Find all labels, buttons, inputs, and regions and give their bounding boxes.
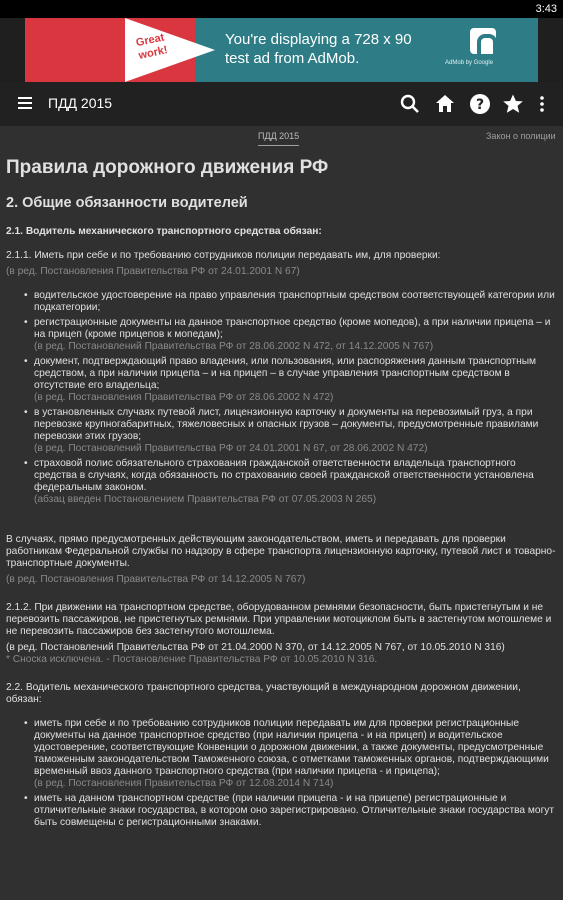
footnote: * Сноска исключена. - Постановление Правительства РФ от 10.05.2010 N 316. bbox=[6, 654, 378, 665]
list-item-text: • документ, подтверждающий право владения, или пользования, или распоряжения данным транспортным средством, а при наличии прицепа – и на прицеп – в случае управления транспортным средством в отсутствие его владельца; bbox=[34, 356, 537, 391]
document-list-2 bbox=[6, 718, 557, 829]
list-item-text: • иметь на данном транспортном средстве (при наличии прицепа - и на прицепе) регистрационные и отличительные знаки государства, в котором оно зарегистрировано. Отличительные знаки государства могут быть совмещены с регистрационными знаками. bbox=[34, 793, 555, 828]
document-content[interactable] bbox=[0, 150, 563, 900]
tab-pdd[interactable]: ПДД 2015 bbox=[258, 131, 299, 146]
section-title: 2. Общие обязанности водителей bbox=[6, 195, 248, 211]
list-item bbox=[34, 718, 557, 790]
edition-note: (в ред. Постановления Правительства РФ от 12.08.2014 N 714) bbox=[34, 778, 334, 789]
app-toolbar bbox=[0, 82, 563, 126]
ad-caption: AdMob by Google bbox=[445, 60, 494, 66]
paragraph-2-1: 2.1. Водитель механического транспортного средства обязан: bbox=[6, 226, 322, 237]
search-icon[interactable] bbox=[398, 92, 422, 116]
svg-text:?: ? bbox=[475, 97, 485, 113]
admob-logo-icon bbox=[470, 28, 496, 54]
list-item bbox=[34, 356, 557, 404]
list-item bbox=[34, 793, 557, 829]
tab-police-law[interactable]: Закон о полиции bbox=[486, 131, 556, 141]
list-item-text: • страховой полис обязательного страхования гражданской ответственности владельца транспортного средства в случаях, когда обязанность по страхованию своей гражданской ответственности установлена федеральным законом. bbox=[34, 458, 534, 493]
edition-note: (в ред. Постановления Правительства РФ от 28.06.2002 N 472) bbox=[34, 392, 334, 403]
list-item bbox=[34, 290, 557, 314]
edition-note: (абзац введен Постановлением Правительства РФ от 07.05.2003 N 265) bbox=[34, 494, 377, 505]
list-item bbox=[34, 458, 557, 506]
list-item bbox=[34, 317, 557, 353]
edition-note: (в ред. Постановлений Правительства РФ от 21.04.2000 N 370, от 14.12.2005 N 767, от 10.05.2010 N 316) bbox=[6, 642, 505, 653]
ad-text: You're displaying a 728 x 90 test ad from AdMob. bbox=[225, 31, 412, 67]
paragraph-2-1-1: 2.1.1. Иметь при себе и по требованию сотрудников полиции передавать им, для проверки: bbox=[6, 250, 441, 261]
ad-badge: Great work! bbox=[134, 31, 169, 62]
status-bar bbox=[0, 0, 563, 18]
list-item-text: • в установленных случаях путевой лист, лицензионную карточку и документы на перевозимый груз, а при перевозке крупногабаритных, тяжеловесных и опасных грузов – документы, предусмотренные правилами перевозки этих грузов; bbox=[34, 407, 539, 442]
edition-note: (в ред. Постановления Правительства РФ от 24.01.2001 N 67) bbox=[6, 266, 300, 277]
paragraph-2-2: 2.2. Водитель механического транспортного средства, участвующий в международном дорожном движении, обязан: bbox=[6, 682, 521, 705]
document-title: Правила дорожного движения РФ bbox=[6, 157, 329, 178]
edition-note: (в ред. Постановления Правительства РФ от 14.12.2005 N 767) bbox=[6, 574, 306, 585]
status-time: 3:43 bbox=[535, 3, 557, 15]
list-item bbox=[34, 407, 557, 455]
paragraph-2-1-2: 2.1.2. При движении на транспортном средстве, оборудованном ремнями безопасности, быть пристегнутым и не перевозить пассажиров, не пристегнутых ремнями. При управлении мотоциклом быть в застегнутом мотошлеме и не перевозить пассажиров без застегнутого мотошлема. bbox=[6, 602, 552, 637]
home-icon[interactable] bbox=[433, 92, 457, 116]
edition-note: (в ред. Постановлений Правительства РФ от 24.01.2001 N 67, от 28.06.2002 N 472) bbox=[34, 443, 428, 454]
edition-note: (в ред. Постановлений Правительства РФ от 28.06.2002 N 472, от 14.12.2005 N 767) bbox=[34, 341, 434, 352]
help-icon[interactable] bbox=[468, 92, 492, 116]
ad-banner[interactable] bbox=[25, 18, 538, 82]
document-list-1 bbox=[6, 290, 557, 506]
star-icon[interactable] bbox=[501, 92, 525, 116]
paragraph-cases: В случаях, прямо предусмотренных действующим законодательством, иметь и передавать для проверки работникам Федеральной службы по надзору в сфере транспорта лицензионную карточку, путевой лист и товарно-транспортные документы. bbox=[6, 534, 556, 569]
list-item-text: • водительское удостоверение на право управления транспортным средством соответствующей категории или подкатегории; bbox=[34, 290, 555, 313]
list-item-text: • иметь при себе и по требованию сотрудников полиции передавать им для проверки регистрационные документы на данное транспортное средство (при наличии прицепа - и на прицеп) и водительское удостоверение, соответствующие Конвенции о дорожном движении, а также документы, предусмотренные таможенным законодательством Таможенного союза, с отметками таможенных органов, подтверждающими временный ввоз данного транспортного средства (при наличии прицепа - и прицепа); bbox=[34, 718, 549, 777]
toolbar-title: ПДД 2015 bbox=[48, 95, 113, 111]
tab-strip bbox=[0, 126, 563, 150]
menu-icon[interactable] bbox=[18, 97, 32, 109]
list-item-text: • регистрационные документы на данное транспортное средство (кроме мопедов), а при наличии прицепа – и на прицеп (кроме прицепов к мопедам); bbox=[34, 317, 551, 340]
more-vert-icon[interactable] bbox=[530, 92, 554, 116]
ad-banner-area bbox=[0, 18, 563, 82]
